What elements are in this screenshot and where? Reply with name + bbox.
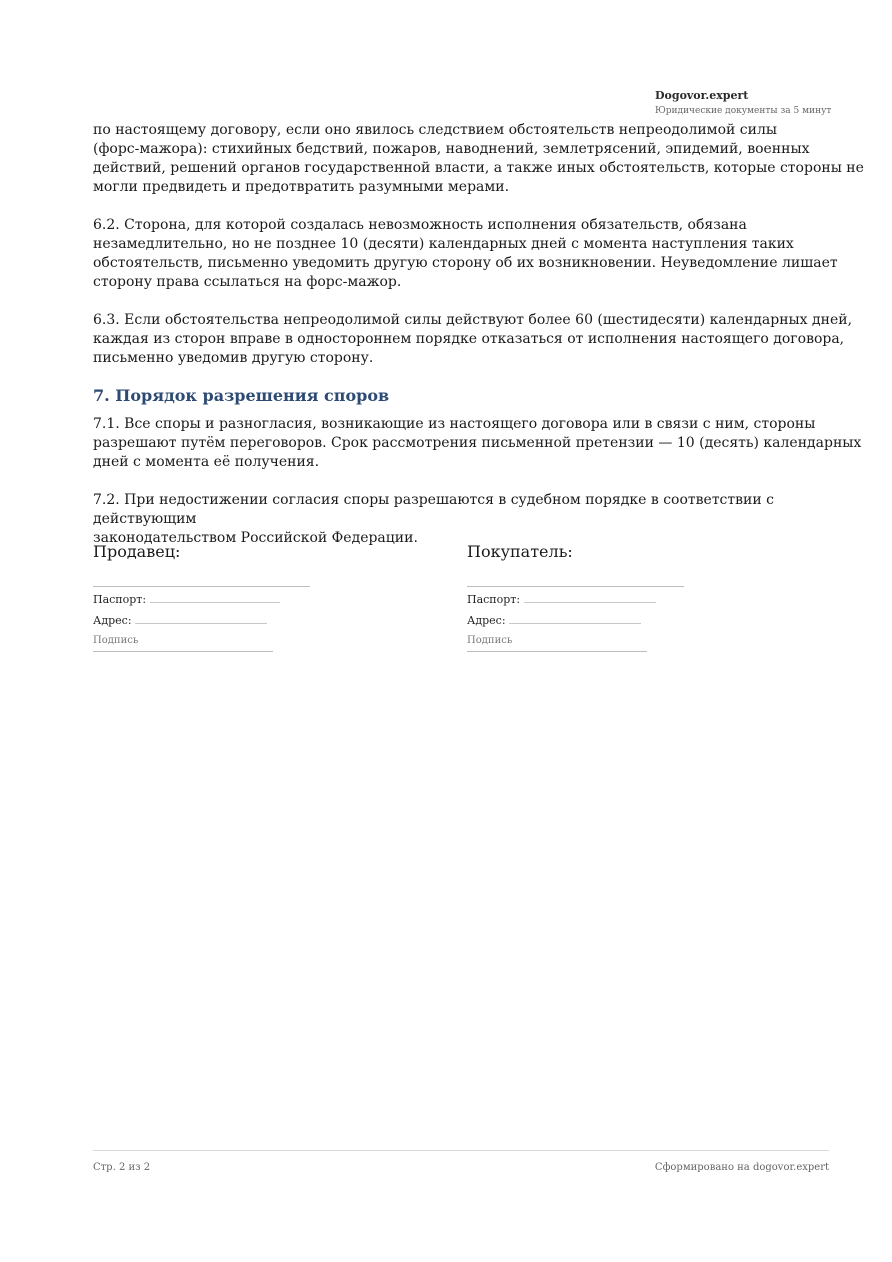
seller-title: Продавец: bbox=[93, 542, 181, 561]
paragraph-7-1: 7.1. Все споры и разногласия, возникающие из настоящего договора или в связи с ним, стороны разрешают путём переговоров. Срок рассмотрения письменной претензии — 10 (десять) календарных дней с момента её получения. bbox=[93, 416, 862, 470]
buyer-address-line bbox=[509, 613, 641, 624]
buyer-signature-block bbox=[467, 542, 697, 652]
document-body bbox=[93, 121, 878, 548]
brand-header bbox=[655, 89, 831, 117]
paragraph-6-2: 6.2. Сторона, для которой создалась невозможность исполнения обязательств, обязана незамедлительно, но не позднее 10 (десяти) календарных дней с момента наступления таких обстоятельств, письменно уведомить другую сторону об их возникновении. Неуведомление лишает сторону права ссылаться на форс-мажор. bbox=[93, 217, 838, 290]
buyer-passport-label: Паспорт: bbox=[467, 593, 521, 606]
buyer-passport-row bbox=[467, 592, 697, 607]
seller-sign-label: Подпись bbox=[93, 635, 139, 646]
seller-address-line bbox=[135, 613, 267, 624]
buyer-address-row bbox=[467, 613, 697, 628]
buyer-sign-label: Подпись bbox=[467, 635, 513, 646]
paragraph-6-3: 6.3. Если обстоятельства непреодолимой силы действуют более 60 (шестидесяти) календарных дней, каждая из сторон вправе в одностороннем порядке отказаться от исполнения настоящего договора, письменно уведомив другую сторону. bbox=[93, 312, 853, 366]
seller-address-row bbox=[93, 613, 323, 628]
brand-tagline: Юридические документы за 5 минут bbox=[655, 106, 832, 116]
footer-divider bbox=[93, 1150, 829, 1151]
buyer-sign-line bbox=[467, 651, 647, 652]
paragraph-6-1-continued: по настоящему договору, если оно явилось следствием обстоятельств непреодолимой силы (форс-мажора): стихийных бедствий, пожаров, наводнений, землетрясений, эпидемий, военных действий, решений органов государственной власти, а также иных обстоятельств, которые стороны не могли предвидеть и предотвратить разумными мерами. bbox=[93, 122, 864, 195]
buyer-title: Покупатель: bbox=[467, 542, 573, 561]
seller-passport-label: Паспорт: bbox=[93, 593, 147, 606]
seller-sign-line bbox=[93, 651, 273, 652]
seller-signature-block bbox=[93, 542, 323, 652]
seller-passport-line bbox=[150, 592, 280, 603]
seller-passport-row bbox=[93, 592, 323, 607]
footer-generated: Сформировано на dogovor.expert bbox=[654, 1162, 829, 1173]
seller-address-label: Адрес: bbox=[93, 614, 132, 627]
brand-name: Dogovor.expert bbox=[655, 89, 749, 102]
buyer-passport-line bbox=[524, 592, 656, 603]
section-7-heading: 7. Порядок разрешения споров bbox=[93, 386, 390, 405]
paragraph-7-2: 7.2. При недостижении согласия споры разрешаются в судебном порядке в соответствии с действующим законодательством Российской Федерации. bbox=[93, 492, 774, 546]
buyer-address-label: Адрес: bbox=[467, 614, 506, 627]
page-number: Стр. 2 из 2 bbox=[93, 1162, 151, 1173]
